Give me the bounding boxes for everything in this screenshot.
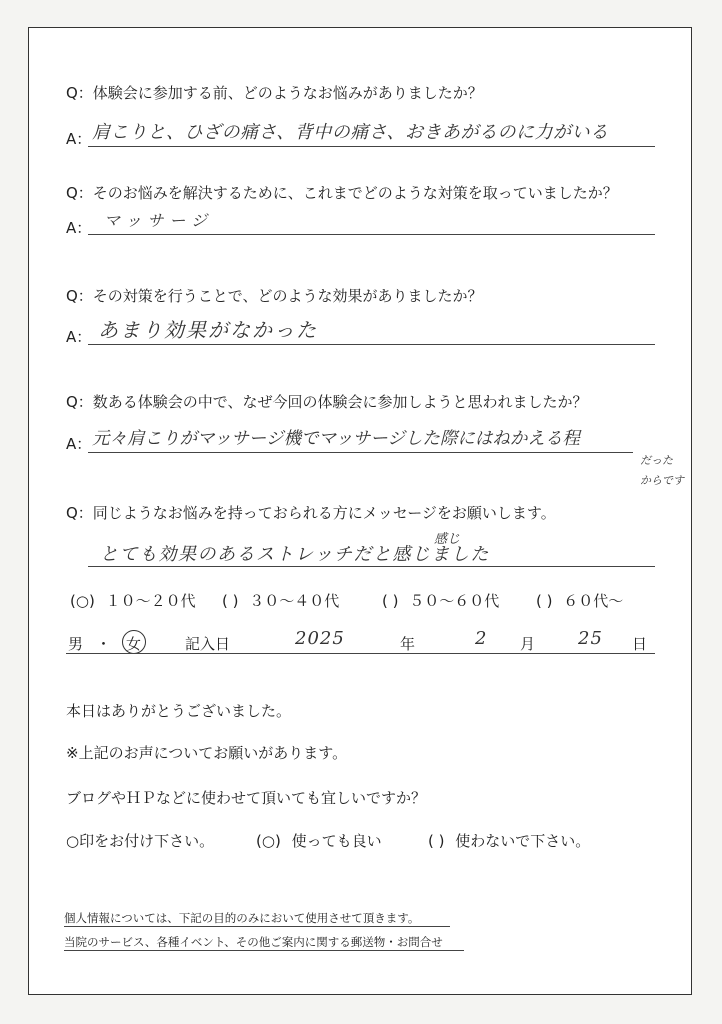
privacy-line-1: 個人情報については、下記の目的のみにおいて使用させて頂きます。 [64, 911, 420, 925]
age-option-3[interactable] [382, 590, 499, 611]
permission-ng-mark: ( ) [428, 832, 445, 850]
age-option-1-label: １０～２０代 [105, 592, 196, 610]
answer-line-5 [88, 566, 655, 567]
permission-instruction: ○印をお付け下さい。 [66, 832, 215, 850]
answer-4-extra-2: からです [640, 474, 684, 487]
gender-female[interactable]: 女 [126, 635, 142, 653]
question-2: Q：そのお悩みを解決するために、これまでどのような対策を取っていましたか？ [66, 184, 618, 202]
age-option-4-mark: ( ) [536, 592, 553, 610]
answer-5: とても効果のあるストレッチだと感じました [100, 544, 490, 565]
answer-line-3 [88, 344, 655, 345]
date-year: 2025 [295, 628, 345, 649]
answer-line-2 [88, 234, 655, 235]
privacy-line-2: 当院のサービス、各種イベント、その他ご案内に関する郵送物・お問合せ [64, 935, 443, 949]
answer-1: 肩こりと、ひざの痛さ、背中の痛さ、おきあがるのに力がいる [92, 122, 609, 143]
age-option-2[interactable] [222, 590, 339, 611]
date-month: 2 [475, 628, 488, 649]
date-year-unit: 年 [400, 635, 416, 653]
request-text: ※上記のお声についてお願いがあります。 [66, 744, 348, 762]
age-option-3-mark: ( ) [382, 592, 399, 610]
date-line [66, 653, 655, 654]
privacy-underline-1 [64, 926, 450, 927]
gender-female-circle-mark [122, 630, 146, 654]
date-day: 25 [578, 628, 603, 649]
age-option-2-label: ３０～４０代 [249, 592, 340, 610]
permission-ng-label: 使わないで下さい。 [455, 832, 591, 850]
permission-ok-mark: (○) [256, 832, 281, 850]
answer-line-1 [88, 146, 655, 147]
date-month-unit: 月 [520, 635, 536, 653]
date-day-unit: 日 [632, 635, 648, 653]
answer-label-4: A： [66, 435, 92, 453]
answer-3: あまり効果がなかった [98, 318, 318, 342]
answer-label-1: A： [66, 130, 92, 148]
age-option-3-label: ５０～６０代 [409, 592, 500, 610]
question-3: Q：その対策を行うことで、どのような効果がありましたか？ [66, 287, 483, 305]
permission-ok-option[interactable] [256, 830, 382, 851]
answer-label-2: A： [66, 219, 92, 237]
question-1: Q：体験会に参加する前、どのようなお悩みがありましたか？ [66, 84, 483, 102]
permission-ok-label: 使っても良い [291, 832, 382, 850]
answer-2: マッサージ [104, 211, 214, 230]
permission-question: ブログやＨＰなどに使わせて頂いても宜しいですか？ [66, 789, 427, 807]
answer-5-correction: 感じ [434, 532, 461, 547]
date-label: 記入日 [185, 635, 231, 653]
permission-ng-option[interactable] [428, 830, 590, 851]
gender-male[interactable]: 男 [68, 635, 84, 653]
thanks-text: 本日はありがとうございました。 [66, 702, 292, 720]
age-option-4[interactable] [536, 590, 623, 611]
privacy-underline-2 [64, 950, 464, 951]
answer-line-4 [88, 452, 633, 453]
age-option-4-label: ６０代～ [563, 592, 624, 610]
answer-label-3: A： [66, 328, 92, 346]
answer-4: 元々肩こりがマッサージ機でマッサージした際にはねかえる程 [92, 429, 580, 449]
question-5: Q：同じようなお悩みを持っておられる方にメッセージをお願いします。 [66, 504, 556, 522]
age-option-2-mark: ( ) [222, 592, 239, 610]
age-option-1-mark: (○) [70, 592, 95, 610]
answer-4-extra-1: だった [640, 454, 673, 467]
gender-separator: ・ [96, 635, 112, 653]
age-option-1[interactable] [70, 590, 196, 611]
question-4: Q：数ある体験会の中で、なぜ今回の体験会に参加しようと思われましたか？ [66, 393, 588, 411]
